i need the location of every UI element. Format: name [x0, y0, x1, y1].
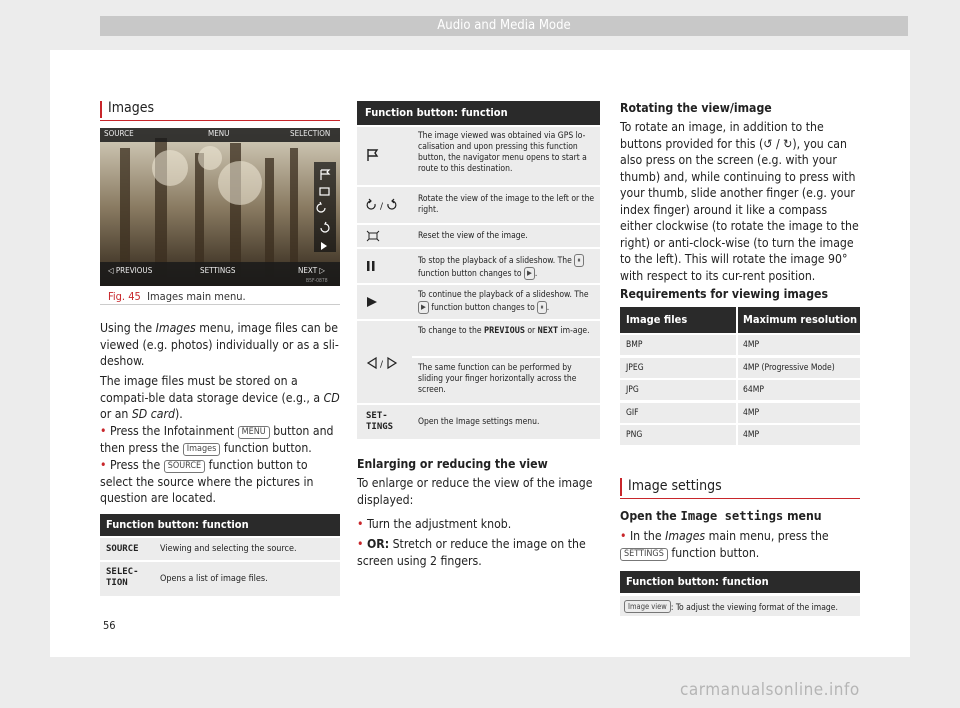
figure-caption: Fig. 45 Images main menu.	[108, 290, 246, 303]
table2-row-flag: The image viewed was obtained via GPS lo-calisation and upon pressing this function button, the navigator menu opens to start a route to this destination.	[357, 127, 600, 185]
play-icon	[366, 296, 378, 308]
enlarge-bullet-fingers: • OR: Stretch or reduce the image on the screen using 2 fingers.	[357, 537, 586, 568]
table3-cell-format: JPG	[626, 385, 639, 395]
section-title-images: Images	[108, 100, 155, 116]
rotating-title: Rotating the view/image	[620, 101, 772, 115]
table3-cell-format: GIF	[626, 407, 639, 418]
svg-text:/: /	[380, 360, 384, 370]
bullet-press-menu: • Press the Infotainment MENU button and then press the Images function button.	[100, 424, 334, 455]
rotate-right-icon: ↻	[783, 136, 793, 151]
enlarge-bullet-knob: • Turn the adjustment knob.	[357, 517, 512, 531]
table3-cell-resolution: 4MP	[743, 340, 760, 350]
table3-cell-resolution: 4MP	[743, 407, 760, 418]
chapter-header: Audio and Media Mode	[100, 16, 908, 36]
cell-divider	[736, 358, 738, 378]
screen-settings-label: SETTINGS	[200, 266, 236, 275]
table3-row	[620, 380, 860, 400]
screen-previous-label: ◁ PREVIOUS	[108, 266, 153, 275]
table3-row	[620, 425, 860, 445]
table3-row	[620, 335, 860, 355]
caption-rule	[100, 304, 340, 305]
page-number: 56	[103, 619, 116, 632]
table2-row-reset: Reset the view of the image.	[357, 225, 600, 247]
screen-next-label: NEXT ▷	[298, 266, 325, 275]
play-icon-inline: ▶	[418, 301, 429, 314]
storage-paragraph: The image files must be stored on a compati-ble data storage device (e.g., a CD or an SD card).	[100, 374, 340, 421]
section-title-image-settings: Image settings	[628, 478, 722, 494]
prev-next-icon	[366, 356, 406, 370]
table3-cell-format: PNG	[626, 430, 643, 440]
row-divider	[412, 356, 600, 358]
table2-row-rotate: / Rotate the view of the image to the left or the right.	[357, 187, 600, 223]
table2-row-play: To continue the playback of a slideshow. The ▶ function button changes to ⏸ .	[357, 285, 600, 319]
cell-divider	[736, 335, 738, 355]
reset-view-icon	[366, 230, 380, 242]
section-marker	[620, 478, 622, 496]
play-icon-inline: ▶	[524, 267, 535, 280]
table3-row	[620, 403, 860, 423]
cell-divider	[736, 425, 738, 445]
table2-row-settings: SET- TINGS Open the Image settings menu.	[357, 405, 600, 439]
enlarge-title: Enlarging or reducing the view	[357, 457, 548, 471]
pause-icon	[366, 260, 376, 272]
figure-images-main-menu	[100, 128, 340, 286]
cell-divider	[736, 380, 738, 400]
table1-row-selection: SELEC- TION Opens a list of image files.	[100, 562, 340, 596]
watermark: carmanualsonline.info	[680, 680, 860, 700]
screen-menu-label: MENU	[208, 129, 230, 138]
table3-row	[620, 358, 860, 378]
screen-selection-label: SELECTION	[290, 129, 331, 138]
table3-cell-resolution: 64MP	[743, 385, 764, 395]
table3-cell-resolution: 4MP	[743, 430, 760, 440]
table3-cell-format: BMP	[626, 340, 643, 350]
image-settings-bullet: • In the Images main menu, press the SETTINGS function button.	[620, 529, 829, 560]
screen-source-label: SOURCE	[104, 129, 134, 138]
section-rule	[100, 120, 340, 121]
intro-paragraph: Using the Images menu, image files can be viewed (e.g. photos) individually or as a sli-deshow.	[100, 321, 339, 368]
rotating-paragraph: To rotate an image, in addition to the buttons provided for this (↺ / ↻), you can also press on the screen (e.g. with your thumb) and, while continuing to press with your thumb, slide another finger (e.g. your index finger) around it like a compass either clockwise (to rotate the image to the right) or anti-clock-wise (to turn the image to the left). This will rotate the image 90° with respect to its cur-rent position.	[620, 120, 859, 283]
figure-code: B5F-0878	[306, 278, 328, 284]
pause-icon-inline: ⏸	[574, 254, 584, 267]
section-marker	[100, 101, 102, 118]
enlarge-paragraph: To enlarge or reduce the view of the image displayed:	[357, 476, 593, 507]
rotate-icon	[366, 198, 402, 212]
table2-row-prev-next: / To change to the PREVIOUS or NEXT im-age. The same function can be performed by sliding your finger horizontally across the screen.	[357, 321, 600, 403]
table1-header: Function button: function	[100, 514, 340, 536]
rotate-left-icon: ↺	[763, 136, 773, 151]
requirements-title: Requirements for viewing images	[620, 287, 829, 301]
header-divider	[736, 307, 738, 333]
pause-icon-inline: ⏸	[537, 301, 547, 314]
svg-text:/: /	[380, 202, 384, 212]
table3-cell-format: JPEG	[626, 362, 644, 373]
bullet-press-source: • Press the SOURCE function button to select the source where the pictures in question are located.	[100, 458, 314, 505]
flag-icon	[366, 148, 380, 162]
table4-row: Image view : To adjust the viewing format of the image.	[620, 596, 860, 616]
cell-divider	[736, 403, 738, 423]
table4-header: Function button: function	[620, 571, 860, 593]
table2-header: Function button: function	[357, 101, 600, 125]
table3-cell-resolution: 4MP (Progressive Mode)	[743, 362, 835, 373]
table3-header: Image files Maximum resolution	[620, 307, 860, 333]
table2-row-pause: To stop the playback of a slideshow. The ⏸ function button changes to ▶ .	[357, 249, 600, 283]
table1-row-source: SOURCE Viewing and selecting the source.	[100, 538, 340, 560]
section-rule	[620, 498, 860, 499]
image-settings-subtitle: Open the Image settings menu	[620, 509, 822, 523]
cathedral-photo-screen	[100, 128, 340, 286]
